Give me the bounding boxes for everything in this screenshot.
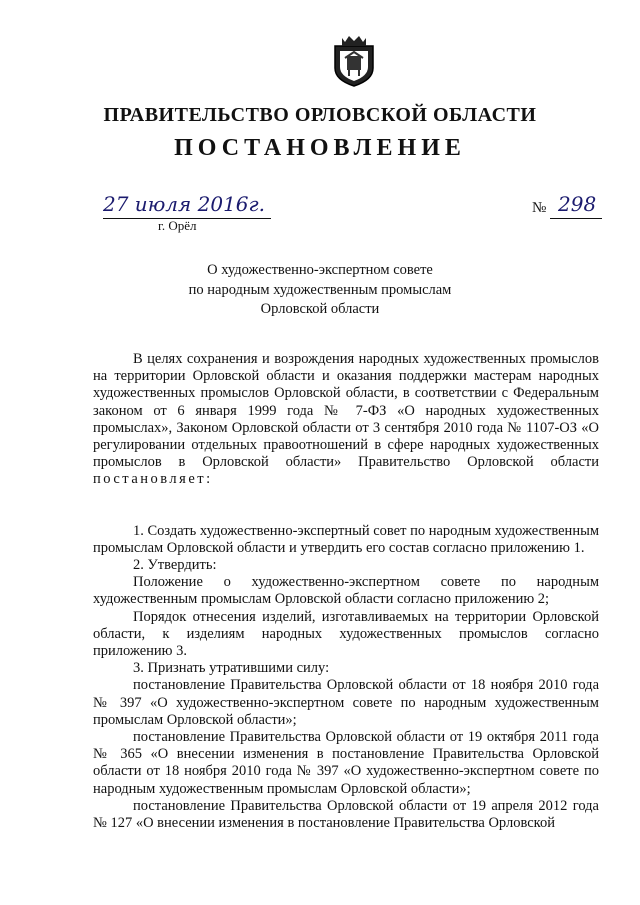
document-type: ПОСТАНОВЛЕНИЕ xyxy=(174,135,466,161)
preamble-paragraph xyxy=(93,351,599,489)
number-underline xyxy=(550,218,602,219)
number-label: № xyxy=(532,200,547,216)
clause-2-item: Порядок отнесения изделий, изготавливаемых на территории Орловской области, к изделиям народных художественных промыслов согласно приложению 3. xyxy=(93,608,599,660)
handwritten-number: 298 xyxy=(558,192,597,216)
subject-line: Орловской области xyxy=(260,301,380,317)
clause-1: 1. Создать художественно-экспертный совет по народным художественным промыслам Орловской области и утвердить его состав согласно приложению 1. xyxy=(93,522,599,556)
paragraph-gap xyxy=(93,489,599,523)
clause-3: 3. Признать утратившими силу: xyxy=(133,660,330,677)
resolve-word: постановляет: xyxy=(93,471,213,488)
city: г. Орёл xyxy=(158,218,197,233)
subject-line: по народным художественным промыслам xyxy=(188,281,452,298)
handwritten-date: 27 июля 2016г. xyxy=(103,192,265,216)
clause-3-item: постановление Правительства Орловской области от 19 октября 2011 года № 365 «О внесении изменения в постановление Правительства Орловской области от 18 ноября 2010 года № 397 «О художественно-экспертном совете по народным художественным промыслам Орловской области»; xyxy=(93,729,599,797)
coat-of-arms-emblem xyxy=(329,30,379,88)
clause-2-item: Положение о художественно-экспертном совете по народным художественным промыслам Орловской области согласно приложению 2; xyxy=(93,574,599,608)
clause-3-item: постановление Правительства Орловской области от 19 апреля 2012 года № 127 «О внесении изменения в постановление Правительства Орловской xyxy=(93,797,599,832)
document-body xyxy=(93,351,599,832)
subject-line: О художественно-экспертном совете xyxy=(207,262,433,278)
preamble-text: В целях сохранения и возрождения народных художественных промыслов на территории Орловской области и оказания поддержки мастерам народных художественных промыслов Орловской области, в соответствии с Федеральным законом от 6 января 1999 года № 7-ФЗ «О народных художественных промыслах», Законом Орловской области от 3 сентября 2010 года № 1107-ОЗ «О регулировании отдельных правоотношений в сфере народных художественных промыслов в Орловской области» Правительство Орловской области xyxy=(93,351,599,471)
clause-2: 2. Утвердить: xyxy=(133,557,217,574)
document-subject xyxy=(0,261,640,320)
clause-3-item: постановление Правительства Орловской области от 18 ноября 2010 года № 397 «О художественно-экспертном совете по народным художественным промыслам Орловской области»; xyxy=(93,677,599,728)
government-title: ПРАВИТЕЛЬСТВО ОРЛОВСКОЙ ОБЛАСТИ xyxy=(103,104,537,126)
